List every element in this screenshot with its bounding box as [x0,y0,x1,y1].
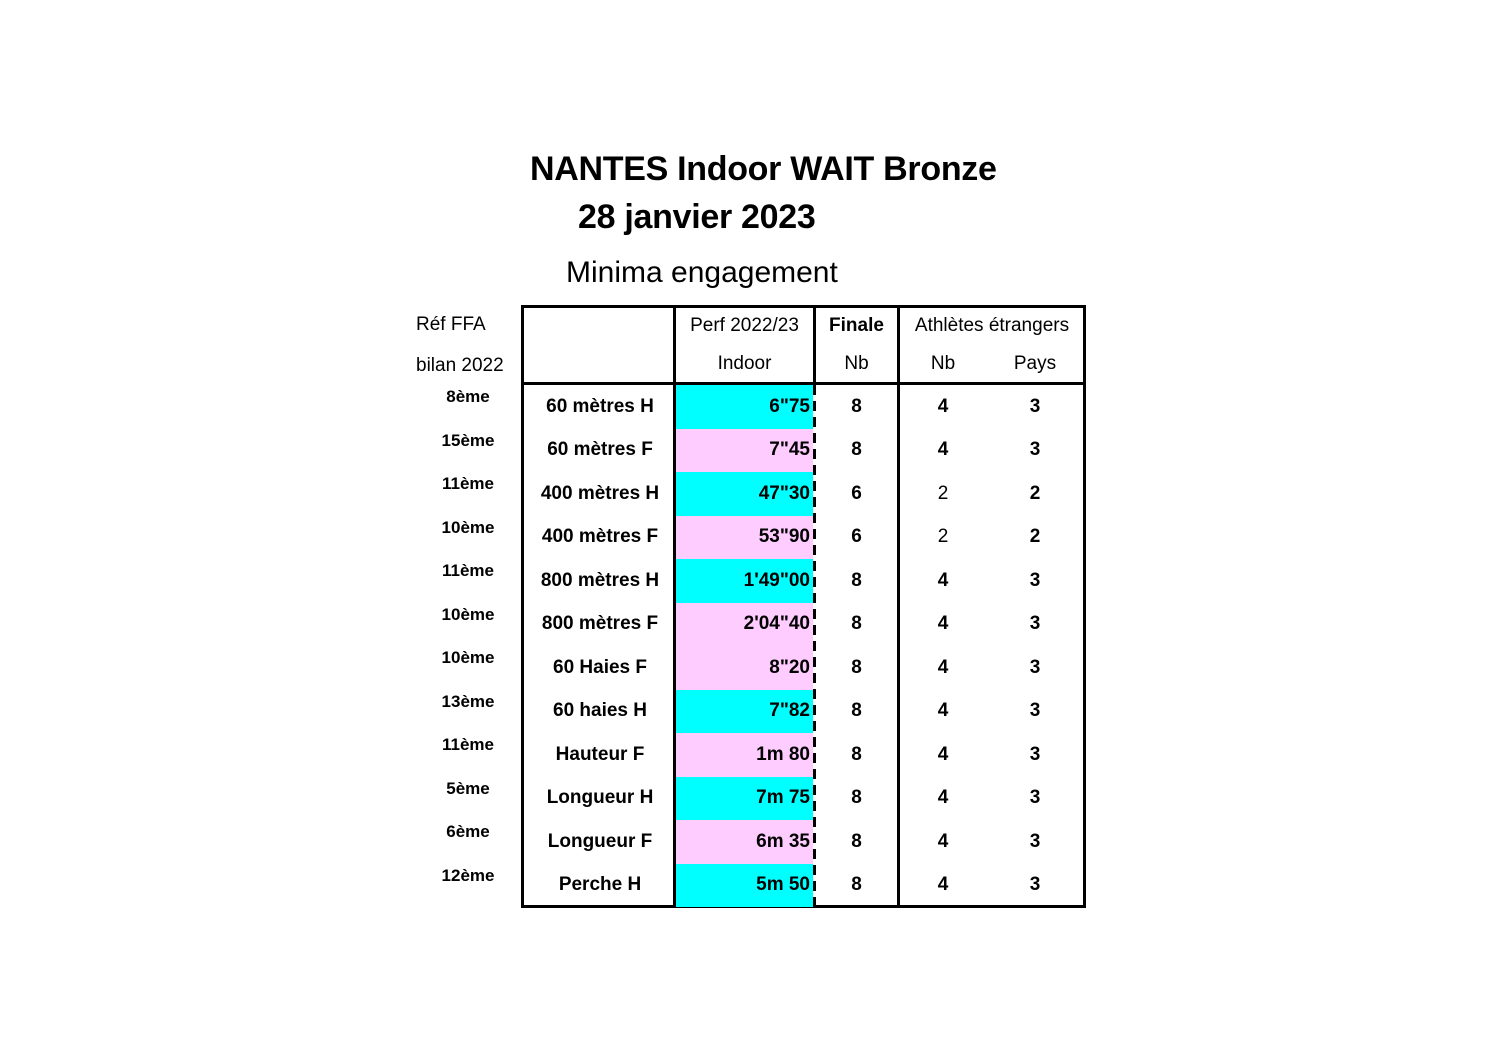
event-cell: 400 mètres F [541,526,659,548]
minima-table [521,305,1086,908]
perf-cell: 2'04"40 [743,613,810,635]
event-cell: Hauteur F [555,743,645,765]
event-cell: Longueur F [547,830,653,852]
table-row [524,690,1083,734]
rank-label: 6ème [446,822,490,841]
header-perf-indoor: Indoor [717,353,772,374]
header-etrangers-pays: Pays [1013,353,1057,374]
ref-ffa-header: Réf FFA [416,314,486,335]
table-row [524,559,1083,603]
rank-label: 10ème [441,648,495,667]
etrangers-pays-cell: 3 [1029,613,1041,635]
etrangers-nb-cell: 4 [937,656,949,678]
finale-nb-cell: 8 [851,656,862,678]
table-row [524,646,1083,690]
perf-cell: 7"82 [769,700,810,722]
rank-label: 13ème [441,691,495,711]
event-cell: 800 mètres H [540,569,660,591]
table-row [524,820,1083,864]
etrangers-pays-cell: 3 [1029,569,1041,591]
table-row [524,385,1083,429]
etrangers-nb-cell: 4 [937,830,949,852]
page-subtitle: Minima engagement [566,256,838,289]
etrangers-pays-cell: 3 [1029,395,1041,417]
rank-label: 5ème [446,778,490,798]
rank-label: 11ème [442,561,494,580]
finale-nb-cell: 6 [851,482,862,504]
event-cell: 800 mètres F [541,613,659,635]
header-perf: Perf 2022/23 [690,315,799,336]
finale-nb-cell: 8 [851,830,862,852]
etrangers-pays-cell: 3 [1029,830,1041,852]
perf-cell: 6m 35 [756,830,810,852]
etrangers-nb-cell: 4 [937,743,949,765]
table-row [524,864,1083,908]
etrangers-pays-cell: 3 [1029,874,1041,896]
rank-label: 11ème [442,474,494,493]
perf-cell: 53"90 [758,526,810,548]
etrangers-nb-cell: 4 [937,700,949,722]
rank-label: 10ème [441,517,495,537]
event-cell: 60 mètres H [546,395,654,417]
event-cell: Perche H [558,874,642,896]
rank-label: 12ème [441,865,495,885]
finale-nb-cell: 6 [851,526,862,548]
etrangers-pays-cell: 3 [1029,656,1041,678]
event-cell: 60 mètres F [547,439,653,461]
header-divider [524,382,1083,385]
rank-label: 10ème [441,604,495,624]
etrangers-nb-cell: 4 [937,874,949,896]
etrangers-pays-cell: 3 [1029,743,1041,765]
table-body [524,385,1083,905]
column-divider [897,308,900,905]
event-date: 28 janvier 2023 [578,198,816,236]
etrangers-pays-cell: 2 [1029,526,1041,548]
etrangers-nb-cell: 4 [937,439,949,461]
etrangers-pays-cell: 3 [1029,439,1041,461]
finale-nb-cell: 8 [851,743,862,765]
rank-label: 8ème [446,387,490,406]
header-finale-nb: Nb [844,353,869,374]
rank-label: 15ème [441,430,495,450]
bilan-header: bilan 2022 [416,355,504,376]
etrangers-pays-cell: 3 [1029,787,1041,809]
table-row [524,429,1083,473]
finale-nb-cell: 8 [851,874,862,896]
event-cell: 400 mètres H [540,482,660,504]
etrangers-nb-cell: 2 [937,526,949,548]
column-divider [673,308,676,905]
table-row [524,733,1083,777]
perf-cell: 1'49"00 [743,569,810,591]
event-cell: 60 Haies F [553,656,647,678]
column-divider [813,308,816,382]
finale-nb-cell: 8 [851,700,862,722]
table-row [524,472,1083,516]
header-athletes-etrangers: Athlètes étrangers [914,315,1070,336]
page-title: NANTES Indoor WAIT Bronze [530,150,997,188]
finale-nb-cell: 8 [851,569,862,591]
finale-nb-cell: 8 [851,613,862,635]
etrangers-nb-cell: 4 [937,569,949,591]
etrangers-pays-cell: 2 [1029,482,1041,504]
etrangers-nb-cell: 4 [937,613,949,635]
perf-cell: 1m 80 [756,743,810,765]
perf-cell: 7m 75 [756,787,810,809]
header-finale: Finale [829,315,884,336]
header-etrangers-nb: Nb [930,353,956,374]
event-cell: Longueur H [546,787,654,809]
perf-cell: 7"45 [769,439,810,461]
perf-cell: 47"30 [758,482,810,504]
perf-cell: 6"75 [769,395,810,417]
etrangers-pays-cell: 3 [1029,700,1041,722]
table-row [524,603,1083,647]
etrangers-nb-cell: 4 [937,787,949,809]
table-row [524,516,1083,560]
table-row [524,777,1083,821]
perf-cell: 5m 50 [756,874,810,896]
perf-dashed-divider [813,385,816,905]
finale-nb-cell: 8 [851,395,862,417]
event-cell: 60 haies H [553,700,647,722]
finale-nb-cell: 8 [851,439,862,461]
etrangers-nb-cell: 4 [937,395,949,417]
etrangers-nb-cell: 2 [937,482,949,504]
perf-cell: 8"20 [769,656,810,678]
finale-nb-cell: 8 [851,787,862,809]
rank-label: 11ème [442,735,494,754]
